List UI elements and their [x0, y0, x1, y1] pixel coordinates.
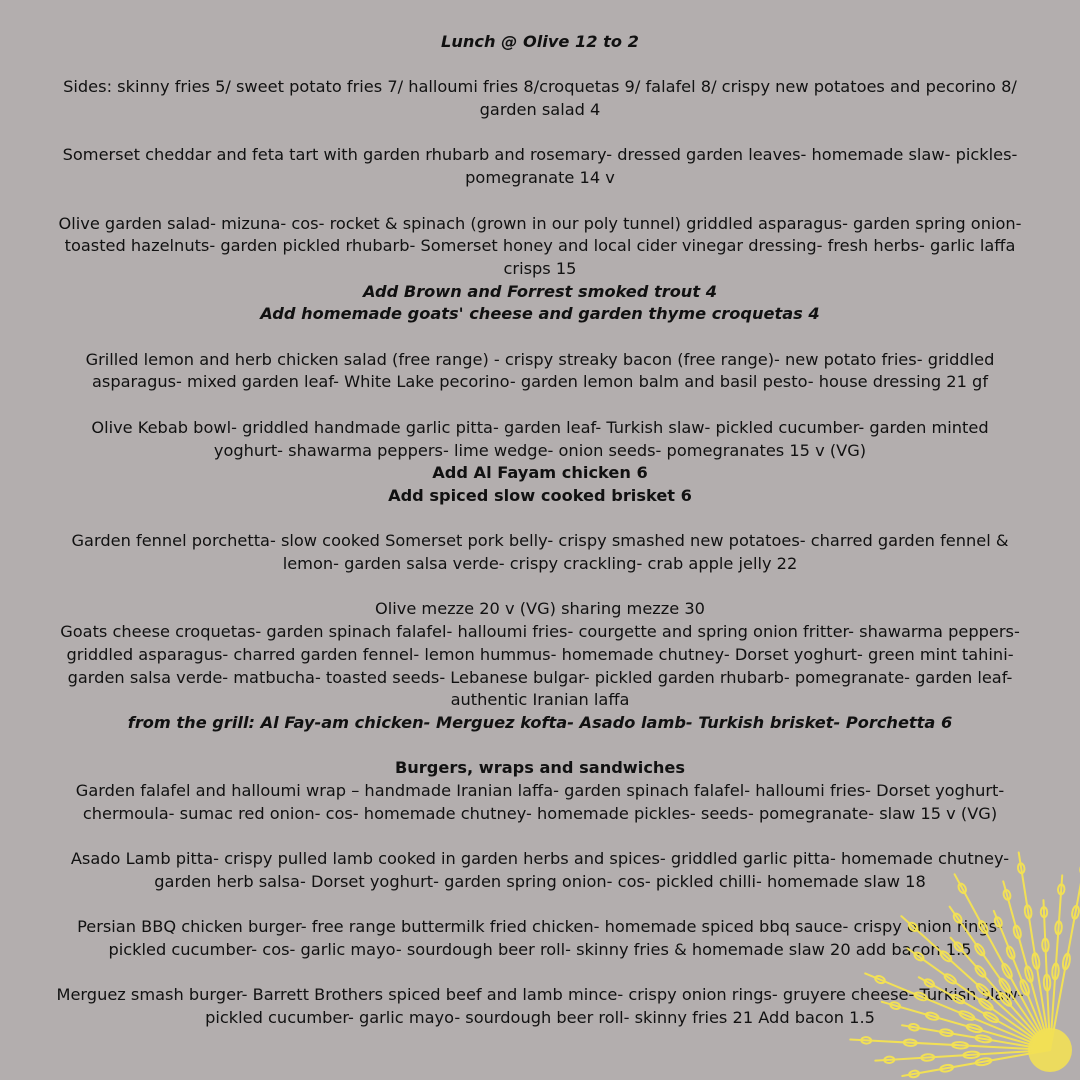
garden-salad-item: Olive garden salad- mizuna- cos- rocket & spinach (grown in our poly tunnel) griddled asparagus- garden spring onion- toasted hazelnuts- garden pickled rhubarb- Somerset honey and local cider vinegar dressing- fresh herbs- garlic laffa crisps 15 [58, 213, 1022, 278]
menu-title: Lunch @ Olive 12 to 2 [441, 32, 639, 51]
kebab-bowl-item: Olive Kebab bowl- griddled handmade garlic pitta- garden leaf- Turkish slaw- pickled cucumber- garden minted yoghurt- shawarma peppers- lime wedge- onion seeds- pomegranates 15 v (VG) [91, 417, 989, 460]
kebab-addon-chicken: Add Al Fayam chicken 6 [432, 463, 648, 483]
merguez-burger-item: Merguez smash burger- Barrett Brothers spiced beef and lamb mince- crispy onion rings- gruyere cheese- Turkish slaw- pickled cucumber- garlic mayo- sourdough beer roll- skinny fries 21 Add bacon 1.5 [56, 985, 1024, 1028]
mezze-description: Goats cheese croquetas- garden spinach falafel- halloumi fries- courgette and spring onion fritter- shawarma peppers- griddled asparagus- charred garden fennel- lemon hummus- homemade chutney- Dorset yoghurt- green mint tahini- garden salsa verde- matbucha- toasted seeds- Lebanese bulgar- pickled garden rhubarb- pomegranate- garden leaf- authentic Iranian laffa [60, 622, 1020, 710]
falafel-wrap-item: Garden falafel and halloumi wrap – handmade Iranian laffa- garden spinach falafel- halloumi fries- Dorset yoghurt- chermoula- sumac red onion- cos- homemade chutney- homemade pickles- seeds- pomegranate- slaw 15 v (VG) [75, 781, 1005, 823]
tart-item: Somerset cheddar and feta tart with garden rhubarb and rosemary- dressed garden leaves- homemade slaw- pickles- pomegranate 14 v [62, 145, 1018, 188]
chicken-salad-item: Grilled lemon and herb chicken salad (free range) - crispy streaky bacon (free range)- new potato fries- griddled asparagus- mixed garden leaf- White Lake pecorino- garden lemon balm and basil pesto- house dressing 21 gf [85, 349, 995, 392]
porchetta-item: Garden fennel porchetta- slow cooked Somerset pork belly- crispy smashed new potatoes- charred garden fennel & lemon- garden salsa verde- crispy crackling- crab apple jelly 22 [71, 531, 1009, 574]
bbq-chicken-burger-item: Persian BBQ chicken burger- free range buttermilk fried chicken- homemade spiced bbq sauce- crispy onion rings- pickled cucumber- cos- garlic mayo- sourdough beer roll- skinny fries & homemade slaw 20 add bacon 1.5 [77, 917, 1003, 959]
menu-document [55, 31, 1025, 1030]
kebab-addon-brisket: Add spiced slow cooked brisket 6 [388, 485, 692, 505]
lamb-pitta-item: Asado Lamb pitta- crispy pulled lamb cooked in garden herbs and spices- griddled garlic pitta- homemade chutney- garden herb salsa- Dorset yoghurt- garden spring onion- cos- pickled chilli- homemade slaw 18 [70, 849, 1010, 891]
mezze-heading: Olive mezze 20 v (VG) sharing mezze 30 [375, 599, 705, 619]
sides-list: Sides: skinny fries 5/ sweet potato fries 7/ halloumi fries 8/croquetas 9/ falafel 8/ crispy new potatoes and pecorino 8/ garden salad 4 [63, 77, 1017, 120]
mezze-grill-addon: from the grill: Al Fay-am chicken- Merguez kofta- Asado lamb- Turkish brisket- Porchetta 6 [127, 712, 953, 732]
salad-addon-croquetas: Add homemade goats' cheese and garden thyme croquetas 4 [260, 304, 820, 324]
salad-addon-trout: Add Brown and Forrest smoked trout 4 [363, 281, 717, 301]
burgers-section-heading: Burgers, wraps and sandwiches [394, 758, 686, 778]
